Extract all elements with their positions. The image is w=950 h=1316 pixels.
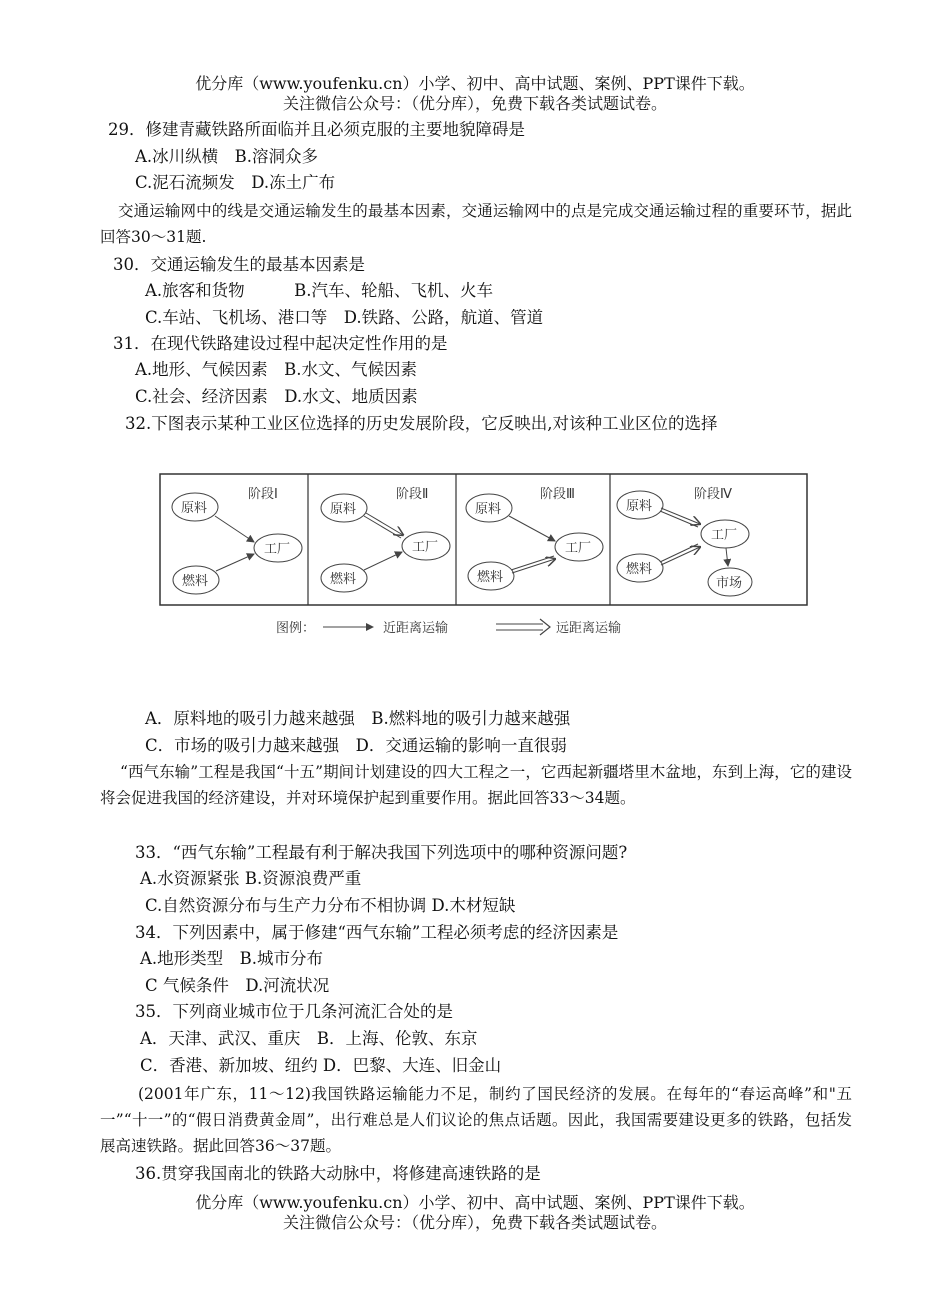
header-line-2: 关注微信公众号：（优分库），免费下载各类试题试卷。 [282,94,667,113]
q34-stem: 34．下列因素中，属于修建“西气东输”工程必须考虑的经济因素是 [135,923,619,942]
stage-1-raw: 原料 [181,501,208,516]
q29-stem: 29．修建青藏铁路所面临并且必须克服的主要地貌障碍是 [108,120,525,139]
q33-options-2: C.自然资源分布与生产力分布不相协调 D.木材短缺 [145,896,516,915]
stage-4-label: 阶段Ⅳ [694,487,732,502]
intro-36-37: (2001年广东，11～12)我国铁路运输能力不足，制约了国民经济的发展。在每年的“春运高峰”和"五一”“十一”的“假日消费黄金周”，出行难总是人们议论的焦点话题。因此，我国需要建设更多的铁路，包括发展高速铁路。据此回答36～37题。 [100,1085,852,1155]
q29-options-2: C.泥石流频发 D.冻土广布 [135,173,336,192]
stage-4-market: 市场 [716,576,743,591]
q32-options-1: A．原料地的吸引力越来越强 B.燃料地的吸引力越来越强 [145,709,571,728]
diagram-legend [276,619,621,636]
stage-2-label: 阶段Ⅱ [396,487,429,502]
stage-2-factory: 工厂 [412,540,439,555]
q31-stem: 31．在现代铁路建设过程中起决定性作用的是 [113,334,448,353]
q32-options-2: C．市场的吸引力越来越强 D．交通运输的影响一直很弱 [145,736,567,755]
stage-3-raw: 原料 [475,502,502,517]
industry-location-diagram [158,472,809,642]
stage-1 [172,487,302,594]
stage-1-factory: 工厂 [264,542,291,557]
intro-33-34: “西气东输”工程是我国“十五”期间计划建设的四大工程之一，它西起新疆塔里木盆地，东到上海，它的建设将会促进我国的经济建设，并对环境保护起到重要作用。据此回答33～34题。 [100,763,852,807]
stage-4-fuel: 燃料 [626,562,653,577]
q31-options-2: C.社会、经济因素 D.水文、地质因素 [135,387,418,406]
q29-options-1: A.冰川纵横 B.溶洞众多 [135,147,319,166]
q35-stem: 35．下列商业城市位于几条河流汇合处的是 [135,1002,453,1021]
footer-line-1: 优分库（www.youfenku.cn）小学、初中、高中试题、案例、PPT课件下载。 [195,1193,755,1212]
stage-3-fuel: 燃料 [477,570,504,585]
stage-3 [466,487,603,590]
stage-2-raw: 原料 [330,502,357,517]
q33-stem: 33．“西气东输”工程最有利于解决我国下列选项中的哪种资源问题? [135,843,628,862]
q34-options-1: A.地形类型 B.城市分布 [140,949,324,968]
stage-4-raw: 原料 [626,499,653,514]
q35-options-1: A．天津、武汉、重庆 B．上海、伦敦、东京 [140,1029,478,1048]
stage-4 [617,487,752,596]
q30-options-2: C.车站、飞机场、港口等 D.铁路、公路，航道、管道 [145,308,544,327]
q36-stem: 36.贯穿我国南北的铁路大动脉中，将修建高速铁路的是 [135,1164,541,1183]
q34-options-2: C 气候条件 D.河流状况 [145,976,330,995]
q32-stem: 32.下图表示某种工业区位选择的历史发展阶段，它反映出,对该种工业区位的选择 [125,414,718,433]
stage-3-factory: 工厂 [565,541,592,556]
q33-options-1: A.水资源紧张 B.资源浪费严重 [140,869,362,888]
stage-1-label: 阶段Ⅰ [248,487,278,502]
stage-3-label: 阶段Ⅲ [540,487,575,502]
q35-options-2: C．香港、新加坡、纽约 D．巴黎、大连、旧金山 [140,1056,502,1075]
q31-options-1: A.地形、气候因素 B.水文、气候因素 [135,360,418,379]
stage-4-factory: 工厂 [711,528,738,543]
stage-1-fuel: 燃料 [182,574,209,589]
legend-long: 远距离运输 [556,621,622,636]
legend-title: 图例： [276,621,316,636]
legend-short: 近距离运输 [383,621,449,636]
q30-options-1: A.旅客和货物 B.汽车、轮船、飞机、火车 [145,281,494,300]
q30-stem: 30．交通运输发生的最基本因素是 [113,255,365,274]
stage-2 [321,487,450,592]
intro-30-31: 交通运输网中的线是交通运输发生的最基本因素，交通运输网中的点是完成交通运输过程的重要环节，据此回答30～31题. [100,202,852,246]
stage-2-fuel: 燃料 [330,572,357,587]
header-line-1: 优分库（www.youfenku.cn）小学、初中、高中试题、案例、PPT课件下载。 [195,74,755,93]
footer-line-2: 关注微信公众号：（优分库），免费下载各类试题试卷。 [282,1213,667,1232]
